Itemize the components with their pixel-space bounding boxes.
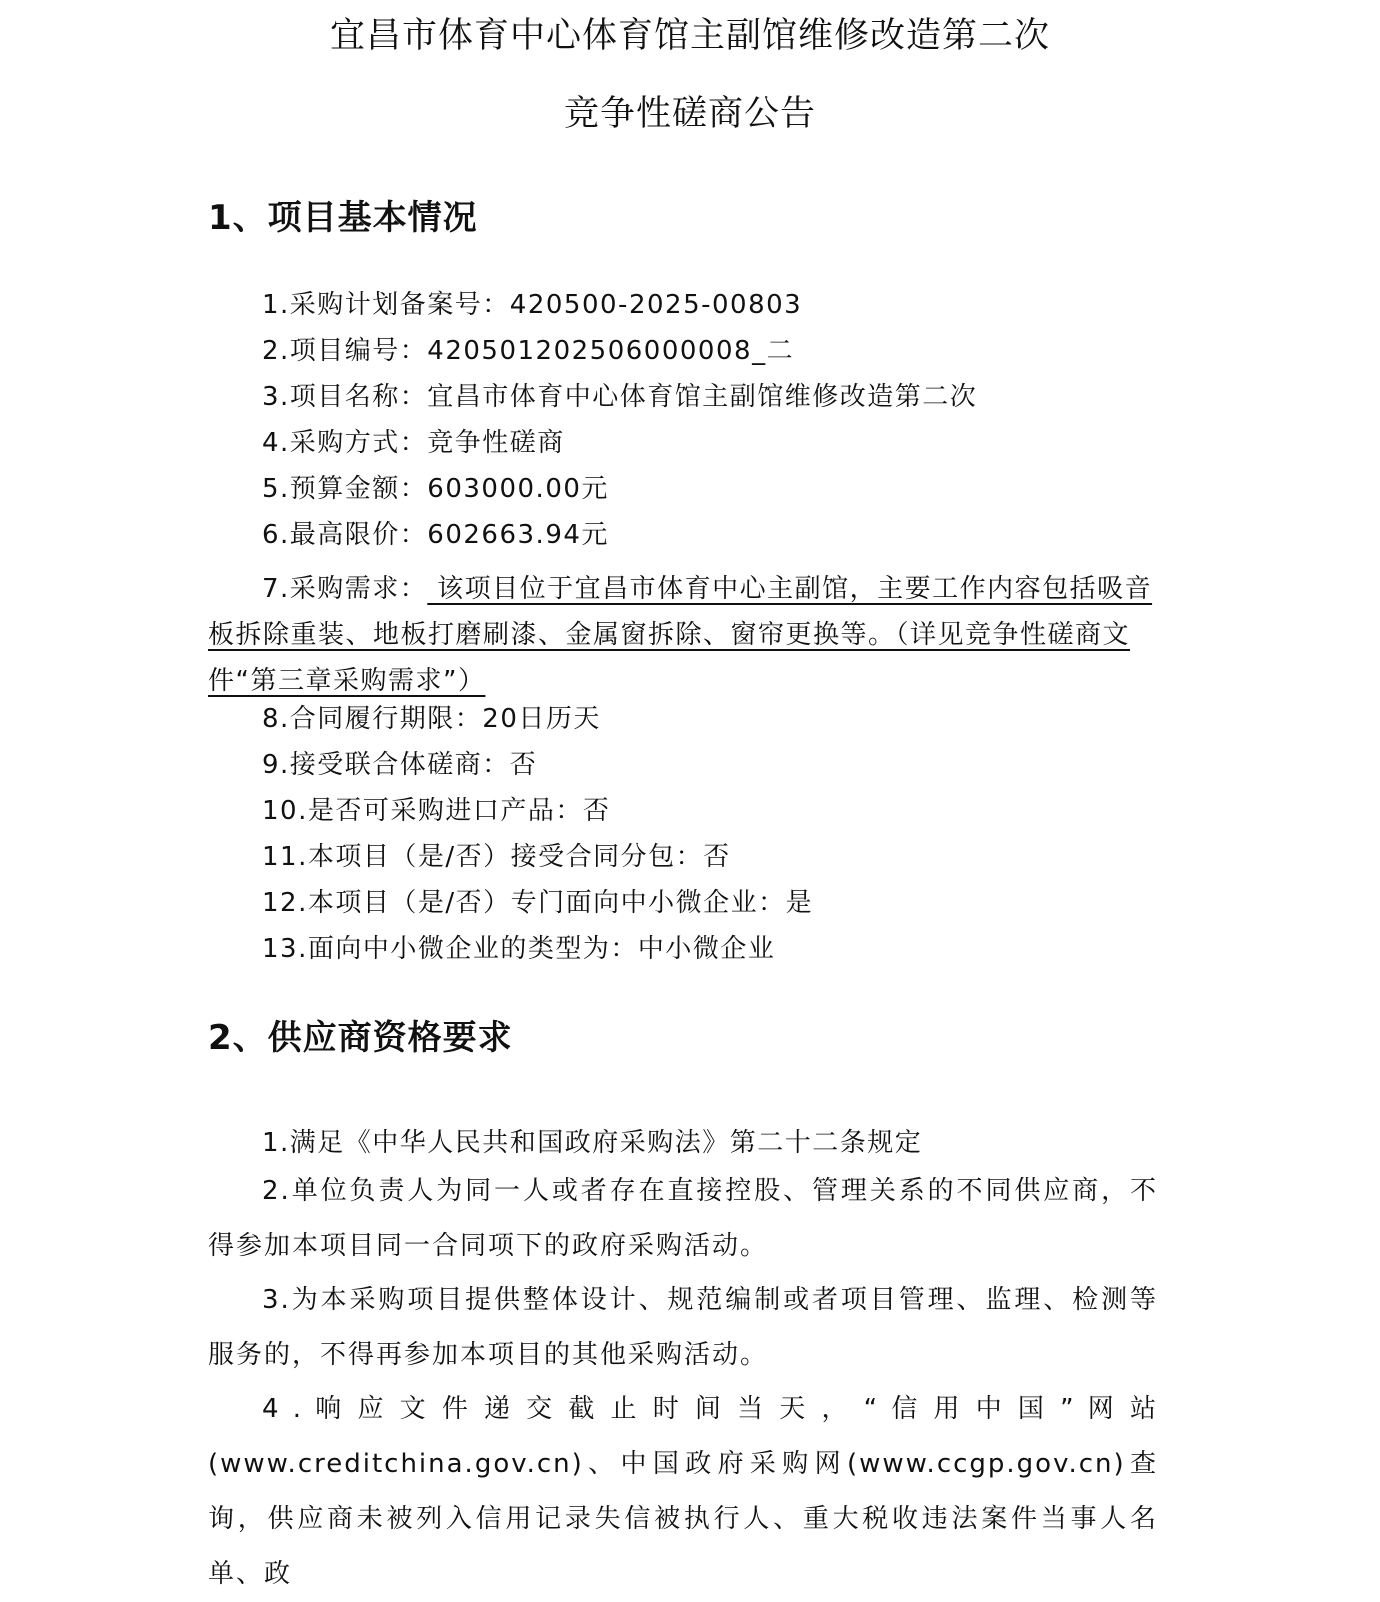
item-procurement-requirement bbox=[208, 566, 1158, 704]
section2-heading: 2、供应商资格要求 bbox=[208, 1018, 513, 1058]
item-max-price: 6.最高限价：602663.94元 bbox=[262, 520, 609, 550]
qualification-1: 1.满足《中华人民共和国政府采购法》第二十二条规定 bbox=[262, 1128, 923, 1158]
item-sme-type: 13.面向中小微企业的类型为：中小微企业 bbox=[262, 934, 776, 964]
item-plan-number: 1.采购计划备案号：420500-2025-00803 bbox=[262, 290, 803, 320]
item-project-number: 2.项目编号：420501202506000008_二 bbox=[262, 336, 795, 366]
item-consortium: 9.接受联合体磋商：否 bbox=[262, 750, 538, 780]
document-title-line2: 竞争性磋商公告 bbox=[563, 94, 816, 134]
item-contract-period: 8.合同履行期限：20日历天 bbox=[262, 704, 601, 734]
item-budget: 5.预算金额：603000.00元 bbox=[262, 474, 609, 504]
qualification-3: 3.为本采购项目提供整体设计、规范编制或者项目管理、监理、检测等服务的，不得再参加本项目的其他采购活动。 bbox=[208, 1285, 1158, 1370]
item-subcontracting: 11.本项目（是/否）接受合同分包：否 bbox=[262, 842, 731, 872]
qualification-4: 4 . 响 应 文 件 递 交 截 止 时 间 当 天 ， “ 信 用 中 国 ” 网 站(www.creditchina.gov.cn)、中国政府采购网(www.ccgp.gov.cn)查询，供应商未被列入信用记录失信被执行人、重大税收违法案件当事人名单、政 bbox=[208, 1394, 1158, 1589]
requirement-label: 7.采购需求： bbox=[262, 574, 428, 604]
document-title-line1: 宜昌市体育中心体育馆主副馆维修改造第二次 bbox=[329, 16, 1050, 56]
item-procurement-method: 4.采购方式：竞争性磋商 bbox=[262, 428, 565, 458]
section1-heading: 1、项目基本情况 bbox=[208, 198, 478, 238]
requirement-text: 该项目位于宜昌市体育中心主副馆，主要工作内容包括吸音板拆除重装、地板打磨刷漆、金属窗拆除、窗帘更换等。（详见竞争性磋商文件“第三章采购需求”） bbox=[208, 574, 1153, 696]
item-imported-products: 10.是否可采购进口产品：否 bbox=[262, 796, 611, 826]
item-project-name: 3.项目名称：宜昌市体育中心体育馆主副馆维修改造第二次 bbox=[262, 382, 978, 412]
qualification-2: 2.单位负责人为同一人或者存在直接控股、管理关系的不同供应商，不得参加本项目同一合同项下的政府采购活动。 bbox=[208, 1176, 1158, 1261]
item-sme-oriented: 12.本项目（是/否）专门面向中小微企业：是 bbox=[262, 888, 814, 918]
